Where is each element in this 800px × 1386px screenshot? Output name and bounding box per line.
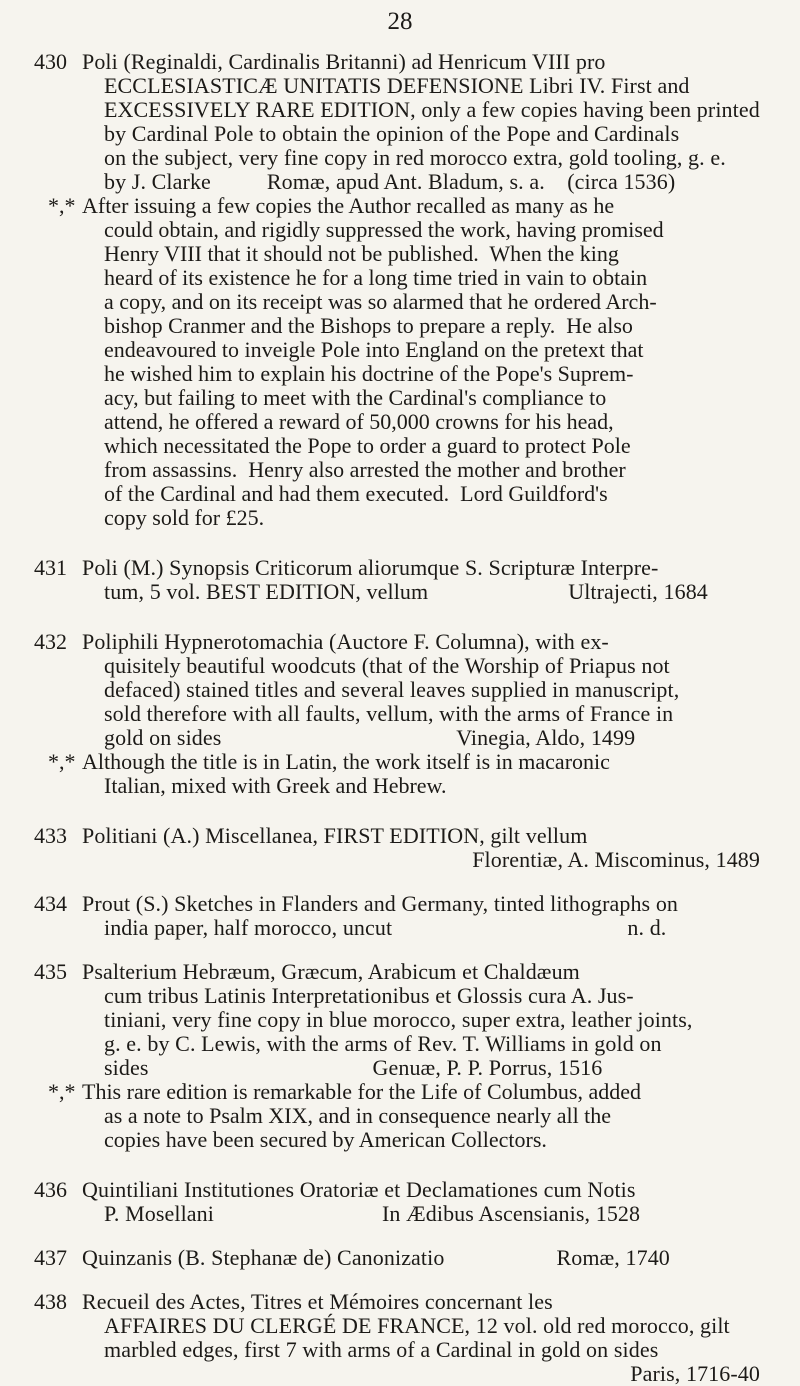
- entry-imprint: Florentiæ, A. Miscominus, 1489: [472, 847, 760, 872]
- catalogue-entry: [0, 630, 800, 750]
- entry-line: sides Genuæ, P. P. Porrus, 1516: [104, 1055, 603, 1080]
- entry-line: cum tribus Latinis Interpretationibus et Glossis cura A. Jus-: [104, 983, 634, 1008]
- entry-line: tum, 5 vol. BEST EDITION, vellum Ultrajecti, 1684: [104, 579, 708, 604]
- entry-note: [0, 194, 800, 530]
- entry-line: Quinzanis (B. Stephanæ de) Canonizatio Romæ, 1740: [82, 1245, 670, 1270]
- note-mark: *,*: [48, 749, 76, 774]
- entry-line: Psalterium Hebræum, Græcum, Arabicum et Chaldæum: [82, 959, 580, 984]
- entry-line: Politiani (A.) Miscellanea, FIRST EDITION, gilt vellum: [82, 823, 588, 848]
- entry-description: [82, 1290, 760, 1386]
- entry-note: [0, 1080, 800, 1152]
- entry-line: on the subject, very fine copy in red morocco extra, gold tooling, g. e.: [104, 145, 726, 170]
- note-line: After issuing a few copies the Author recalled as many as he: [82, 193, 615, 218]
- entry-line: by J. Clarke Romæ, apud Ant. Bladum, s. a. (circa 1536): [104, 169, 676, 194]
- note-line: which necessitated the Pope to order a guard to protect Pole: [104, 433, 631, 458]
- entry-line: AFFAIRES DU CLERGÉ DE FRANCE, 12 vol. old red morocco, gilt: [104, 1313, 730, 1338]
- entry-number: 430: [34, 49, 67, 74]
- note-line: of the Cardinal and had them executed. Lord Guildford's: [104, 481, 608, 506]
- catalogue-entries: [0, 50, 800, 1386]
- entry-line: P. Mosellani In Ædibus Ascensianis, 1528: [104, 1201, 641, 1226]
- entry-line: tiniani, very fine copy in blue morocco, super extra, leather joints,: [104, 1007, 693, 1032]
- entry-number: 433: [34, 823, 67, 848]
- note-line: bishop Cranmer and the Bishops to prepare a reply. He also: [104, 313, 633, 338]
- entry-line: gold on sides Vinegia, Aldo, 1499: [104, 725, 636, 750]
- catalogue-entry: [0, 892, 800, 940]
- note-line: Henry VIII that it should not be published. When the king: [104, 241, 619, 266]
- catalogue-entry: [0, 824, 800, 872]
- entry-description: [82, 824, 760, 872]
- entry-line: by Cardinal Pole to obtain the opinion of the Pope and Cardinals: [104, 121, 680, 146]
- note-line: could obtain, and rigidly suppressed the work, having promised: [104, 217, 664, 242]
- entry-line: g. e. by C. Lewis, with the arms of Rev. T. Williams in gold on: [104, 1031, 662, 1056]
- note-line: copies have been secured by American Collectors.: [104, 1127, 547, 1152]
- entry-line: india paper, half morocco, uncut n. d.: [104, 915, 667, 940]
- note-line: a copy, and on its receipt was so alarmed that he ordered Arch-: [104, 289, 657, 314]
- note-line: endeavoured to inveigle Pole into England on the pretext that: [104, 337, 644, 362]
- entry-number: 435: [34, 959, 67, 984]
- note-line: as a note to Psalm XIX, and in consequence nearly all the: [104, 1103, 612, 1128]
- entry-line: Poli (M.) Synopsis Criticorum aliorumque S. Scripturæ Interpre-: [82, 555, 659, 580]
- entry-description: [82, 630, 760, 750]
- note-line: heard of its existence he for a long time tried in vain to obtain: [104, 265, 648, 290]
- entry-description: [82, 892, 760, 940]
- entry-description: [82, 556, 760, 604]
- entry-line: EXCESSIVELY RARE EDITION, only a few copies having been printed: [104, 97, 760, 122]
- entry-description: [82, 50, 760, 194]
- entry-number: 432: [34, 629, 67, 654]
- entry-number: 438: [34, 1289, 67, 1314]
- entry-description: [82, 960, 760, 1080]
- entry-description: [82, 1246, 760, 1270]
- entry-line: defaced) stained titles and several leaves supplied in manuscript,: [104, 677, 680, 702]
- catalogue-entry: [0, 1290, 800, 1386]
- entry-line: Recueil des Actes, Titres et Mémoires concernant les: [82, 1289, 553, 1314]
- note-line: attend, he offered a reward of 50,000 crowns for his head,: [104, 409, 614, 434]
- entry-line: Quintiliani Institutiones Oratoriæ et Declamationes cum Notis: [82, 1177, 636, 1202]
- page-number: 28: [387, 8, 413, 35]
- entry-number: 437: [34, 1245, 67, 1270]
- entry-description: [82, 1178, 760, 1226]
- entry-line: Poli (Reginaldi, Cardinalis Britanni) ad Henricum VIII pro: [82, 49, 606, 74]
- catalogue-entry: [0, 556, 800, 604]
- note-line: Although the title is in Latin, the work itself is in macaronic: [82, 749, 610, 774]
- catalogue-entry: [0, 960, 800, 1080]
- entry-line: Poliphili Hypnerotomachia (Auctore F. Columna), with ex-: [82, 629, 609, 654]
- note-line: This rare edition is remarkable for the Life of Columbus, added: [82, 1079, 641, 1104]
- note-line: Italian, mixed with Greek and Hebrew.: [104, 773, 447, 798]
- catalogue-entry: [0, 1246, 800, 1270]
- entry-number: 431: [34, 555, 67, 580]
- entry-note: [0, 750, 800, 798]
- note-line: he wished him to explain his doctrine of the Pope's Suprem-: [104, 361, 634, 386]
- note-mark: *,*: [48, 1079, 76, 1104]
- catalogue-entry: [0, 50, 800, 194]
- note-mark: *,*: [48, 193, 76, 218]
- note-line: from assassins. Henry also arrested the mother and brother: [104, 457, 626, 482]
- entry-line: marbled edges, first 7 with arms of a Cardinal in gold on sides: [104, 1337, 659, 1362]
- entry-line: ECCLESIASTICÆ UNITATIS DEFENSIONE Libri IV. First and: [104, 73, 690, 98]
- catalogue-entry: [0, 1178, 800, 1226]
- note-line: copy sold for £25.: [104, 505, 265, 530]
- entry-line: sold therefore with all faults, vellum, with the arms of France in: [104, 701, 674, 726]
- entry-imprint: Paris, 1716-40: [630, 1361, 760, 1386]
- entry-number: 436: [34, 1177, 67, 1202]
- entry-line: quisitely beautiful woodcuts (that of the Worship of Priapus not: [104, 653, 670, 678]
- note-line: acy, but failing to meet with the Cardinal's compliance to: [104, 385, 607, 410]
- entry-number: 434: [34, 891, 67, 916]
- entry-line: Prout (S.) Sketches in Flanders and Germany, tinted lithographs on: [82, 891, 679, 916]
